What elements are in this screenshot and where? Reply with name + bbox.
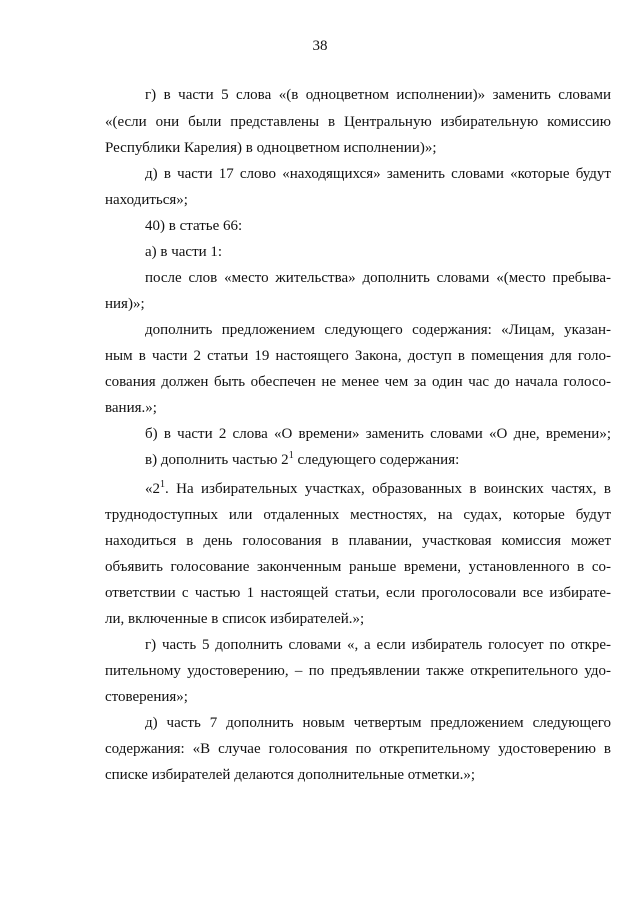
text-line: ным в части 2 статьи 19 настоящего Закона, доступ в помещения для голо- — [105, 348, 611, 364]
page-number: 38 — [312, 38, 328, 54]
text-line: стоверения»; — [105, 689, 188, 705]
text-line: после слов «место жительства» дополнить словами «(место пребыва- — [145, 270, 611, 286]
text-line: д) в части 17 слово «находящихся» заменить словами «которые будут — [145, 166, 611, 182]
text-line: сования должен быть обеспечен не менее чем за один час до начала голосо- — [105, 374, 611, 390]
text-line — [145, 448, 611, 473]
text-line: г) в части 5 слова «(в одноцветном исполнении)» заменить словами — [145, 87, 611, 103]
text-line: объявить голосование законченным раньше времени, установленного в со- — [105, 559, 611, 575]
superscript: 1 — [288, 450, 294, 461]
text-line: д) часть 7 дополнить новым четвертым предложением следующего — [145, 715, 611, 731]
text-line: дополнить предложением следующего содержания: «Лицам, указан- — [145, 322, 611, 338]
text-line: г) часть 5 дополнить словами «, а если избиратель голосует по откре- — [145, 637, 611, 653]
text-line — [145, 477, 611, 502]
text-run: следующего содержания: — [293, 452, 460, 468]
text-line: пительному удостоверению, – по предъявлении также открепительного удо- — [105, 663, 611, 679]
text-line: труднодоступных или отдаленных местностях, на судах, которые будут — [105, 507, 611, 523]
text-line: вания.»; — [105, 400, 157, 416]
text-line: ния)»; — [105, 296, 145, 312]
text-line: а) в части 1: — [145, 244, 223, 260]
text-line: Республики Карелия) в одноцветном исполнении)»; — [105, 140, 437, 156]
text-line: 40) в статье 66: — [145, 218, 243, 234]
text-line: «(если они были представлены в Центральную избирательную комиссию — [105, 114, 611, 130]
text-run: . На избирательных участках, образованных в воинских частях, в — [165, 481, 611, 497]
text-line: б) в части 2 слова «О времени» заменить словами «О дне, времени»; — [145, 426, 611, 442]
superscript: 1 — [160, 479, 165, 490]
text-line: находиться в день голосования в плавании, участковая комиссия может — [105, 533, 611, 549]
text-line: содержания: «В случае голосования по открепительному удостоверению в — [105, 741, 611, 757]
text-run: в) дополнить частью 2 — [145, 452, 289, 468]
text-line: находиться»; — [105, 192, 188, 208]
text-line: ответствии с частью 1 настоящей статьи, если проголосовали все избирате- — [105, 585, 611, 601]
text-run: «2 — [145, 481, 160, 497]
text-line: ли, включенные в список избирателей.»; — [105, 611, 365, 627]
text-line: списке избирателей делаются дополнительные отметки.»; — [105, 767, 476, 783]
